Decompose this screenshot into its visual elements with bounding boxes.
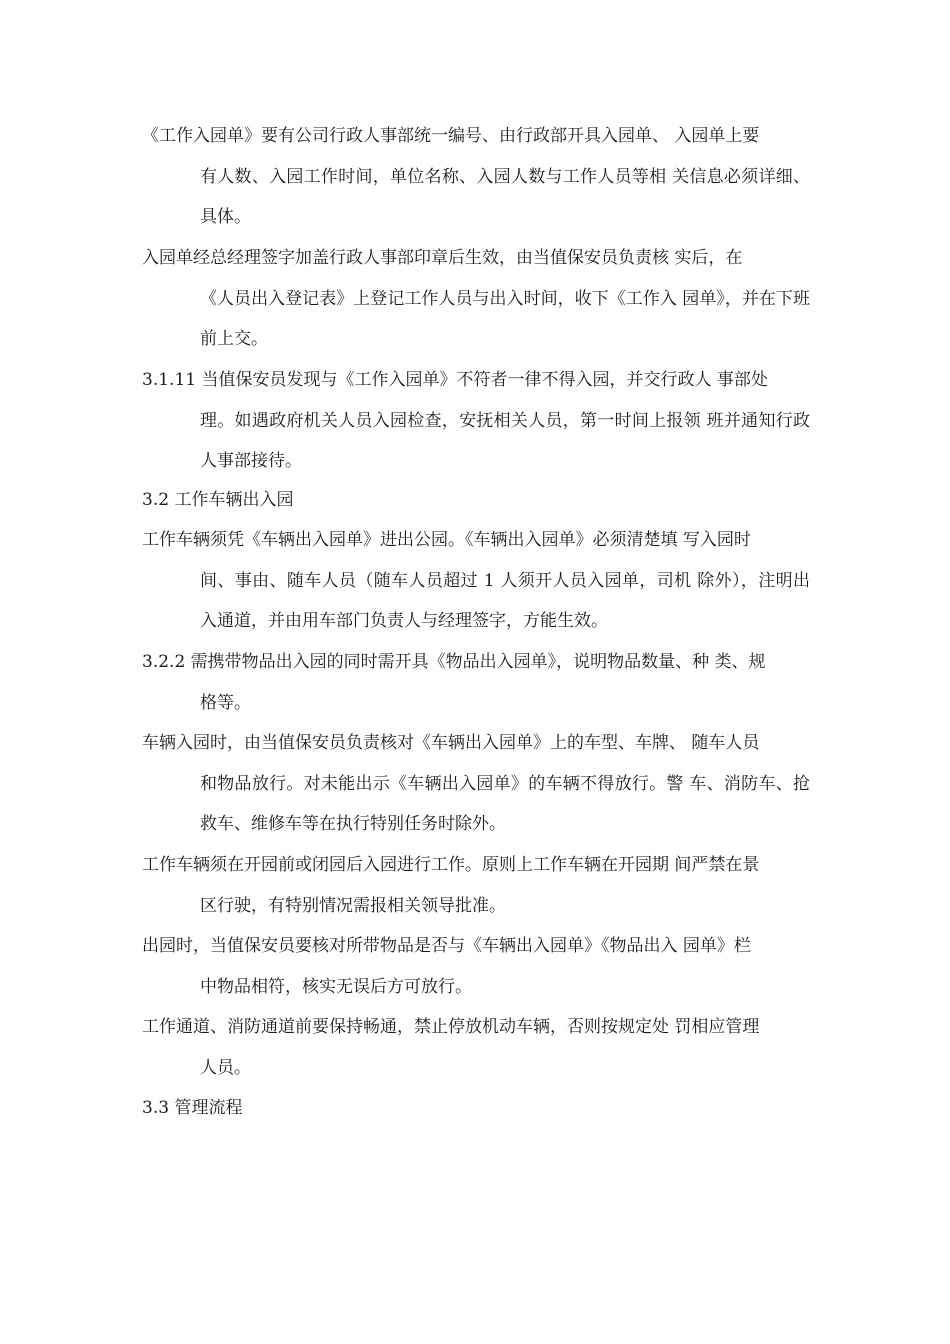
paragraph-continuation: 区行驶，有特别情况需报相关领导批准。 xyxy=(200,895,506,916)
paragraph-slip-validation xyxy=(142,238,810,360)
paragraph-continuation: 中物品相符，核实无误后方可放行。 xyxy=(200,976,472,997)
paragraph-exit-check xyxy=(142,926,810,1007)
paragraph-line: 工作通道、消防通道前要保持畅通，禁止停放机动车辆，否则按规定处 罚相应管理 xyxy=(142,1017,760,1037)
paragraph-line: 3.1.11 当值保安员发现与《工作入园单》不符者一律不得入园，并交行政人 事部处 xyxy=(142,370,768,390)
paragraph-continuation: 间、事由、随车人员（随车人员超过 1 人须开人员入园单，司机 除外），注明出入通道，并由用车部门负责人与经理签字，方能生效。 xyxy=(200,570,810,631)
paragraph-vehicle-hours xyxy=(142,845,810,926)
paragraph-continuation: 人员。 xyxy=(200,1057,251,1078)
paragraph-vehicle-pass xyxy=(142,520,810,642)
paragraph-continuation: 格等。 xyxy=(200,692,251,713)
paragraph-passage-clear xyxy=(142,1007,810,1088)
paragraph-line: 工作车辆须在开园前或闭园后入园进行工作。原则上工作车辆在开园期 间严禁在景 xyxy=(142,855,760,875)
paragraph-3-1-11 xyxy=(142,360,810,482)
paragraph-continuation: 《人员出入登记表》上登记工作人员与出入时间，收下《工作入 园单》，并在下班前上交。 xyxy=(200,288,810,349)
paragraph-continuation: 理。如遇政府机关人员入园检查，安抚相关人员，第一时间上报领 班并通知行政人事部接待。 xyxy=(200,410,810,471)
paragraph-line: 车辆入园时，由当值保安员负责核对《车辆出入园单》上的车型、车牌、 随车人员 xyxy=(142,733,760,753)
paragraph-line: 入园单经总经理签字加盖行政人事部印章后生效，由当值保安员负责核 实后，在 xyxy=(142,248,743,268)
paragraph-line: 《工作入园单》要有公司行政人事部统一编号、由行政部开具入园单、 入园单上要 xyxy=(142,126,760,146)
paragraph-line: 工作车辆须凭《车辆出入园单》进出公园。《车辆出入园单》必须清楚填 写入园时 xyxy=(142,530,751,550)
section-heading-3-2: 3.2 工作车辆出入园 xyxy=(142,490,294,510)
section-heading-3-3: 3.3 管理流程 xyxy=(142,1098,243,1118)
paragraph-line: 出园时，当值保安员要核对所带物品是否与《车辆出入园单》《物品出入 园单》栏 xyxy=(142,936,751,956)
paragraph-continuation: 有人数、入园工作时间，单位名称、入园人数与工作人员等相 关信息必须详细、具体。 xyxy=(200,166,810,227)
paragraph-work-entry-slip xyxy=(142,116,810,238)
paragraph-3-2-2 xyxy=(142,642,810,723)
paragraph-line: 3.2.2 需携带物品出入园的同时需开具《物品出入园单》，说明物品数量、种 类、规 xyxy=(142,652,766,672)
paragraph-continuation: 和物品放行。对未能出示《车辆出入园单》的车辆不得放行。警 车、消防车、抢救车、维修车等在执行特别任务时除外。 xyxy=(200,773,810,834)
paragraph-vehicle-entry-check xyxy=(142,723,810,845)
